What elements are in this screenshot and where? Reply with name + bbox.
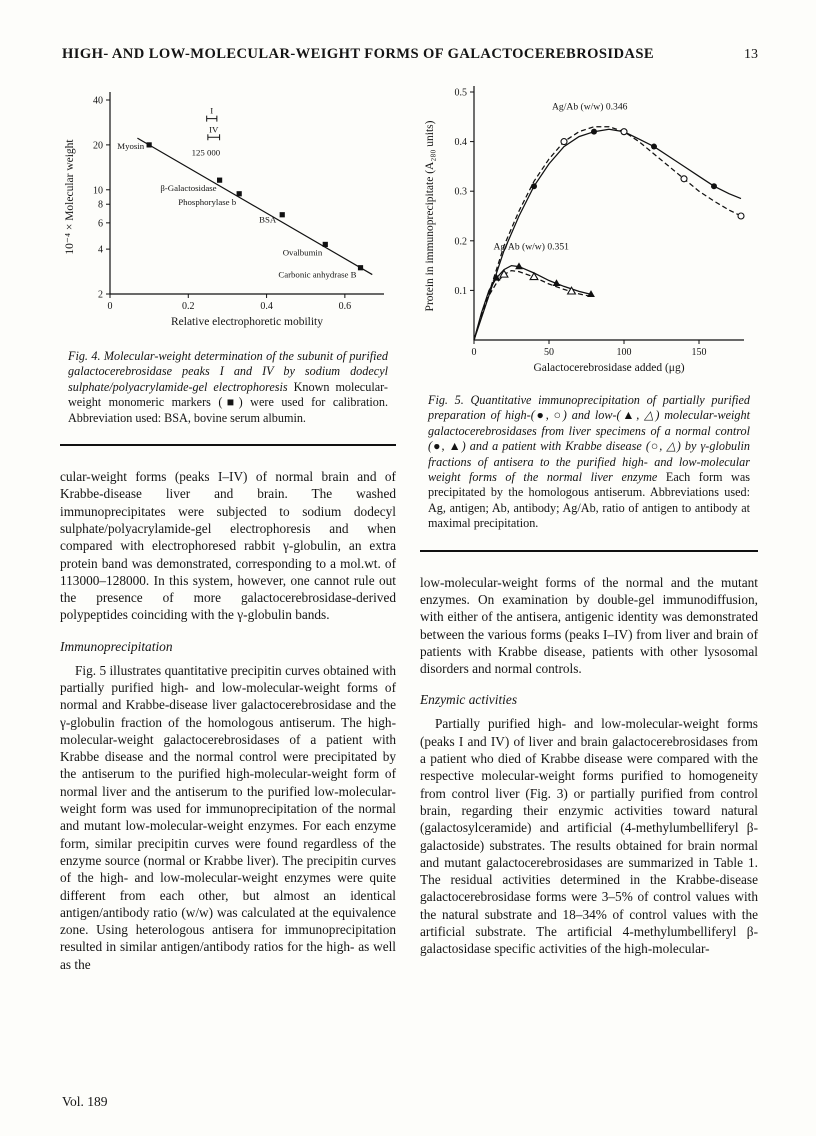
svg-text:0.2: 0.2 — [454, 236, 467, 248]
heading-immunoprecipitation: Immunoprecipitation — [60, 638, 173, 654]
svg-text:150: 150 — [691, 347, 707, 358]
paragraph-immunoprecipitation: Fig. 5 illustrates quantitative precipitin curves obtained with partially purified high- and low-molecular-weight forms of normal and Krabbe-disease liver galactocerebrosidase and the γ-globulin fraction of the homologous antiserum. The high-molecular-weight galactocerebrosidases of a patient with Krabbe disease and the normal control were precipitated by the antiserum to the purified high-molecular-weight form of normal liver and the antiserum to the purified low-molecular-weight form was used for immunoprecipitation of the normal and mutant low-molecular-weight enzymes. For each enzyme form, similar precipitin curves were found regardless of the enzyme source (normal or Krabbe liver). The precipitin curves of the high- and low-molecular-weight enzymes were quite different from each other, but almost an identical antigen/antibody ratio (w/w) was calculated at the equivalence zone. Using heterologous antisera for immunoprecipitation resulted in similar antigen/antibody ratios for the high- as well as the — [60, 662, 396, 972]
svg-text:0: 0 — [471, 347, 477, 358]
svg-text:2: 2 — [98, 289, 103, 301]
left-column — [60, 86, 396, 973]
svg-text:Ag/Ab (w/w) 0.351: Ag/Ab (w/w) 0.351 — [493, 241, 569, 253]
svg-text:0.2: 0.2 — [182, 301, 195, 312]
volume-footer: Vol. 189 — [62, 1094, 108, 1109]
svg-text:100: 100 — [616, 347, 632, 358]
fig5-caption-legend: Fig. 5. Quantitative immunoprecipitation of partially purified preparation of high-(●, ○) and low-(▲, △) molecular-weight galactocerebrosidases from liver specimens of a normal control (●, ▲) and a patient with Krabbe disease (○, △) by γ-globulin fractions of antisera to the purified high- and low-molecular weight forms of the normal liver enzyme — [428, 393, 750, 485]
svg-text:β-Galactosidase: β-Galactosidase — [160, 183, 217, 194]
svg-text:Ag/Ab (w/w) 0.346: Ag/Ab (w/w) 0.346 — [552, 101, 628, 113]
fig5-caption-note: Each form was precipitated by the homologous antiserum. Abbreviations used: Ag, antigen; Ab, antibody; Ag/Ab, ratio of antigen to antibody at maximal precipitation. — [428, 470, 750, 531]
svg-text:20: 20 — [93, 140, 103, 152]
page-number: 13 — [744, 47, 758, 62]
section-divider-left — [60, 444, 396, 446]
svg-text:0.4: 0.4 — [454, 137, 467, 149]
svg-text:8: 8 — [98, 199, 103, 211]
svg-text:0: 0 — [107, 301, 113, 312]
svg-text:40: 40 — [93, 95, 103, 107]
paragraph-continued-right: low-molecular-weight forms of the normal and the mutant enzymes. On examination by double-gel immunodiffusion, with either of the antisera, antigenic identity was demonstrated between the various forms (peaks I–IV) from liver and brain of patients with Krabbe disease, patients with other lysosomal disorders and normal controls. — [420, 574, 758, 677]
figure-4-caption — [68, 349, 388, 426]
svg-text:I: I — [210, 105, 214, 116]
svg-text:Carbonic anhydrase B: Carbonic anhydrase B — [278, 269, 357, 280]
svg-text:10: 10 — [93, 185, 103, 197]
svg-text:Myosin: Myosin — [117, 140, 145, 151]
svg-text:10⁻⁴ × Molecular weight: 10⁻⁴ × Molecular weight — [64, 139, 76, 255]
figure-4 — [60, 86, 396, 426]
paragraph-enzymic-activities: Partially purified high- and low-molecular-weight forms (peaks I and IV) of liver and brain galactocerebrosidases from a patient who died of Krabbe disease were compared with the respective molecular-weight forms purified to homogeneity from control liver (Fig. 3) or partially purified from control brain, regarding their enzymic activities toward natural (galactosylceramide) and artificial (4-methylumbelliferyl β-galactoside) substrates. The results obtained for brain normal and mutant galactocerebrosidases are summarized in Table 1. The residual activities determined in the Krabbe-disease galactocerebrosidase forms were 3–5% of control values with the natural substrate and 18–34% of control values with the artificial substrate. The artificial 4-methylumbelliferyl β-galactosidase specific activities of the high-molecular- — [420, 716, 758, 957]
paragraph-continued: cular-weight forms (peaks I–IV) of normal brain and of Krabbe-disease liver and brain. The washed immunoprecipitates were subjected to sodium dodecyl sulphate/polyacrylamide-gel electrophoresis and when compared with electrophoresed rabbit γ-globulin, an extra protein band was demonstrated, corresponding to a mol.wt. of 113000–128000. In this system, however, one cannot rule out the presence of more galactocerebrosidase-derived polypeptides coinciding with the γ-globulin bands. — [60, 469, 396, 623]
svg-text:4: 4 — [98, 244, 103, 256]
svg-text:0.6: 0.6 — [338, 301, 352, 312]
svg-text:Protein in immunoprecipitate (: Protein in immunoprecipitate (A₂₈₀ units) — [424, 120, 436, 312]
svg-text:0.3: 0.3 — [454, 186, 467, 198]
fig4-caption-note: Known molecular-weight monomeric markers (■) were used for calibration. Abbreviation used: BSA, bovine serum albumin. — [68, 379, 388, 425]
svg-text:0.4: 0.4 — [260, 301, 273, 312]
figure-5 — [420, 80, 758, 532]
svg-text:125 000: 125 000 — [191, 147, 221, 158]
svg-text:50: 50 — [544, 347, 554, 358]
running-head-title: HIGH- AND LOW-MOLECULAR-WEIGHT FORMS OF GALACTOCEREBROSIDASE — [62, 46, 655, 62]
svg-text:Ovalbumin: Ovalbumin — [282, 247, 323, 258]
fig4-caption-legend: Fig. 4. Molecular-weight determination of the subunit of purified galactocerebrosidase peaks I and IV by sodium dodecyl sulphate/polyacrylamide-gel electrophoresis — [68, 349, 388, 394]
svg-text:Phosphorylase b: Phosphorylase b — [178, 196, 237, 207]
svg-text:IV: IV — [209, 124, 219, 135]
svg-text:Relative electrophoretic mobil: Relative electrophoretic mobility — [170, 316, 324, 328]
section-divider-right — [420, 550, 758, 552]
figure-5-caption — [428, 393, 750, 532]
svg-text:0.5: 0.5 — [454, 87, 467, 99]
fig4-calibration-plot — [60, 86, 396, 334]
svg-text:BSA: BSA — [259, 214, 277, 225]
svg-text:0.1: 0.1 — [454, 285, 467, 297]
heading-enzymic-activities: Enzymic activities — [420, 692, 518, 708]
svg-text:6: 6 — [98, 218, 103, 230]
svg-text:Galactocerebrosidase added (μg: Galactocerebrosidase added (μg) — [533, 362, 685, 374]
right-column — [420, 80, 758, 958]
fig5-immunoprecipitation-plot — [420, 80, 758, 378]
running-head — [62, 46, 758, 63]
